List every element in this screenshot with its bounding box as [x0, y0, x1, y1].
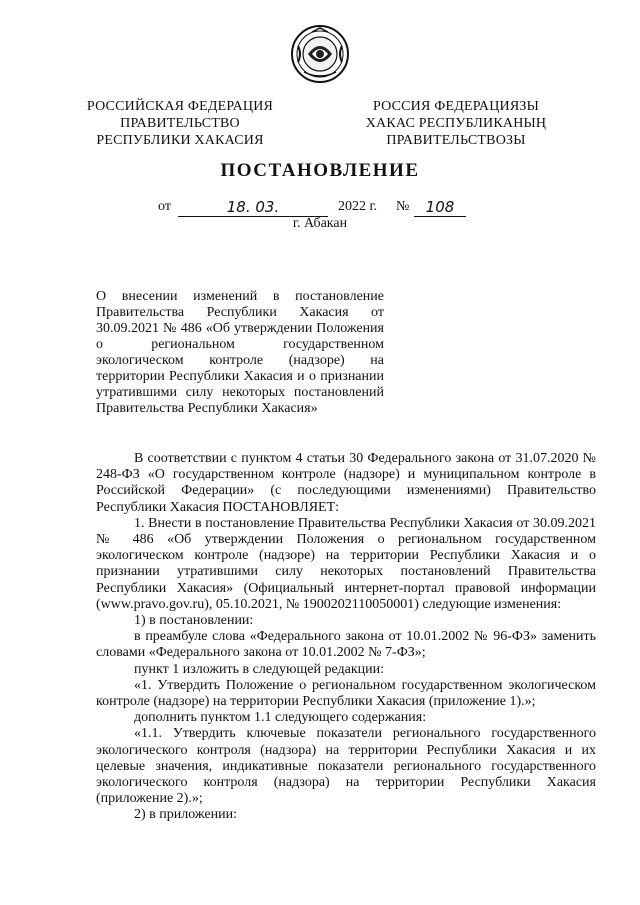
number-handwritten: 108 — [414, 198, 466, 217]
body-paragraph: в преамбуле слова «Федерального закона от 10.01.2002 № 96-ФЗ» заменить словами «Федерального закона от 10.01.2002 № 7-ФЗ»; — [96, 629, 596, 661]
header-left-line: РОССИЙСКАЯ ФЕДЕРАЦИЯ — [86, 99, 274, 114]
document-title: ПОСТАНОВЛЕНИЕ — [220, 160, 420, 181]
header-right-line: РОССИЯ ФЕДЕРАЦИЯЗЫ — [372, 99, 540, 114]
header-left-line: ПРАВИТЕЛЬСТВО — [120, 116, 240, 131]
city-name: г. Абакан — [292, 216, 348, 231]
body-paragraph: 2) в приложении: — [134, 807, 237, 823]
number-label: № — [396, 199, 410, 214]
header-left-block — [70, 98, 290, 149]
header-left-line: РЕСПУБЛИКИ ХАКАСИЯ — [96, 133, 264, 148]
date-handwritten: 18. 03. — [178, 198, 328, 217]
header-right-line: ХАКАС РЕСПУБЛИКАНЫҢ — [365, 116, 547, 131]
date-year: 2022 г. — [338, 199, 378, 214]
body-paragraph: дополнить пунктом 1.1 следующего содержания: — [134, 710, 427, 726]
document-body — [96, 451, 596, 824]
body-paragraph: «1.1. Утвердить ключевые показатели регионального государственного экологического контроля (надзора) на территории Республики Хакасия и их целевые значения, индикативные показатели регионального государственного экологического контроля (надзора) на территории Республики Хакасия (приложение 2).»; — [96, 726, 596, 807]
body-paragraph: «1. Утвердить Положение о региональном государственном экологическом контроле (надзоре) на территории Республики Хакасия (приложение 1).»; — [96, 677, 596, 710]
body-paragraph: пункт 1 изложить в следующей редакции: — [134, 661, 384, 677]
header-right-block — [346, 98, 566, 149]
body-paragraph: В соответствии с пунктом 4 статьи 30 Федерального закона от 31.07.2020 № 248-ФЗ «О государственном контроле (надзоре) и муниципальном контроле в Российской Федерации» (с последующими изменениями) Правительство Республики Хакасия ПОСТАНОВЛЯЕТ: — [96, 451, 596, 515]
document-subject: О внесении изменений в постановление Правительства Республики Хакасия от 30.09.2021 № 486 «Об утверждении Положения о региональном государственном экологическом контроле (надзоре) на территории Республики Хакасия и о признании утратившими силу некоторых постановлений Правительства Республики Хакасия» — [96, 289, 384, 416]
body-paragraph: 1) в постановлении: — [134, 613, 254, 629]
coat-of-arms-emblem — [290, 24, 350, 84]
body-paragraph: 1. Внести в постановление Правительства Республики Хакасия от 30.09.2021 № 486 «Об утверждении Положения о региональном государственном экологическом контроле (надзоре) на территории Республики Хакасия и о признании утратившими силу некоторых постановлений Правительства Республики Хакасия» (Официальный интернет-портал правовой информации (www.pravo.gov.ru), 05.10.2021, № 1900202110050001) следующие изменения: — [96, 515, 596, 612]
date-from-label: от — [158, 199, 171, 214]
header-right-line: ПРАВИТЕЛЬСТВОЗЫ — [386, 133, 526, 148]
